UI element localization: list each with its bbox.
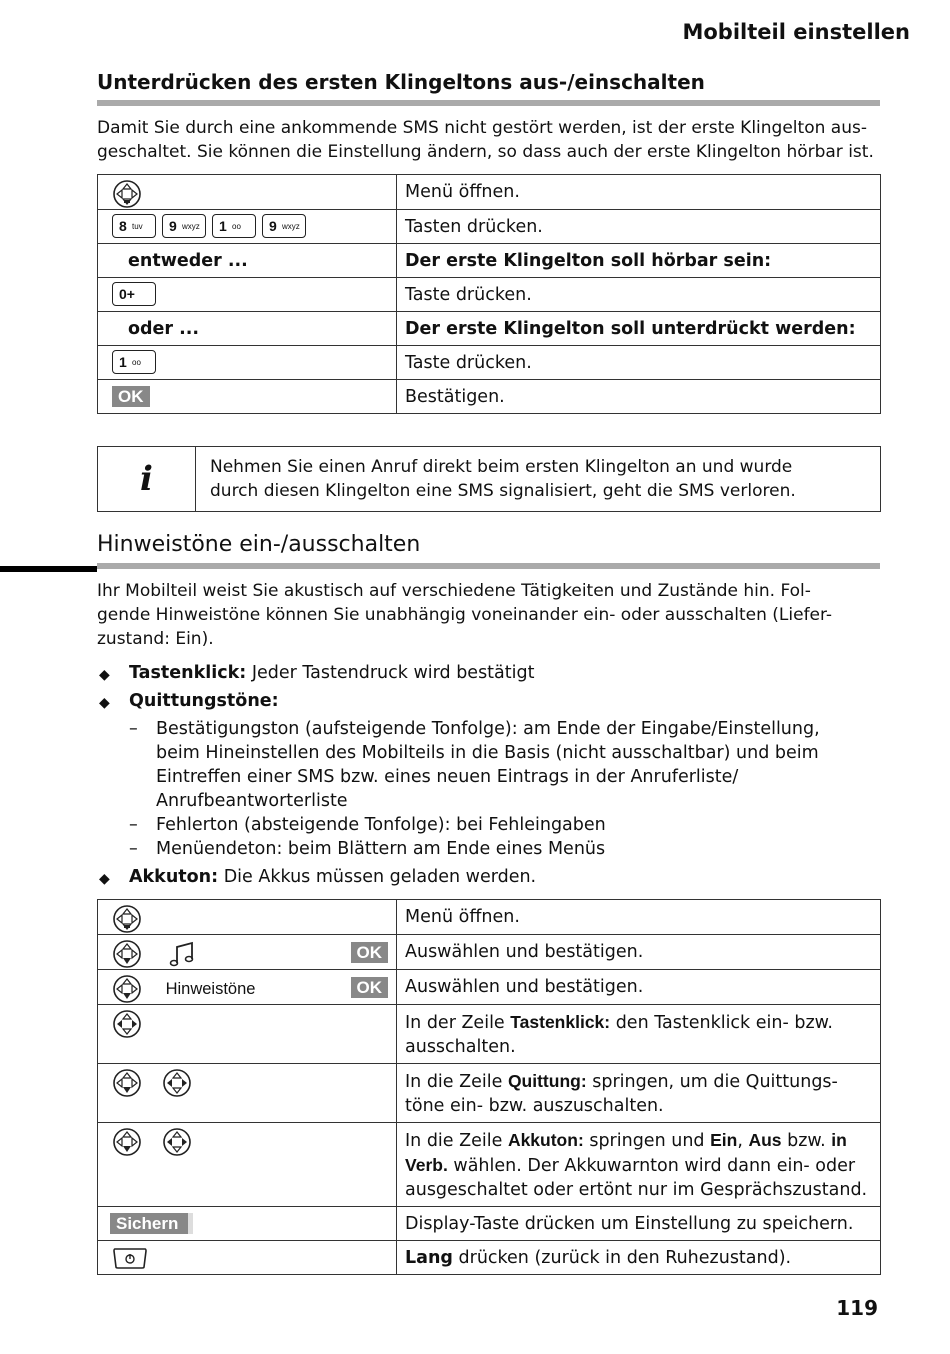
list-item xyxy=(97,865,880,889)
key-cell xyxy=(98,935,397,970)
nav-key-down-icon xyxy=(112,974,142,1004)
section-advisory-tones xyxy=(97,532,880,1275)
key-cell xyxy=(98,312,397,346)
margin-bar xyxy=(0,566,97,572)
key-digit: 8 xyxy=(119,218,127,234)
display-term: Akkuton: xyxy=(507,1130,584,1150)
sub-item xyxy=(129,837,880,861)
table-row xyxy=(98,970,881,1005)
key-digit: 9 xyxy=(269,218,277,234)
key-cell xyxy=(98,1241,397,1275)
intro-line: Ihr Mobilteil weist Sie akustisch auf verschiedene Tätigkeiten und Zustände hin. Fol- xyxy=(97,581,811,601)
table-row xyxy=(98,1005,881,1064)
section-first-ringtone xyxy=(97,70,880,542)
key-cell xyxy=(98,175,397,210)
nav-key-down-icon xyxy=(112,1127,142,1157)
dash-bullet: – xyxy=(129,839,138,859)
sub-line: Fehlerton (absteigende Tonfolge): bei Fehleingaben xyxy=(156,815,606,835)
key-cell xyxy=(98,1123,397,1207)
page-number: 119 xyxy=(836,1296,878,1320)
sub-item xyxy=(129,813,880,837)
intro-paragraph xyxy=(97,579,880,651)
key-letters: oo xyxy=(132,358,141,367)
text-part: , xyxy=(737,1131,749,1151)
desc-cell: Auswählen und bestätigen. xyxy=(397,935,881,970)
desc-cell xyxy=(397,1005,881,1064)
desc-cell: Taste drücken. xyxy=(397,278,881,312)
music-note-icon xyxy=(168,939,198,969)
sub-line: Menüendeton: beim Blättern am Ende eines Menüs xyxy=(156,839,606,859)
dash-bullet: – xyxy=(129,719,138,739)
steps-table xyxy=(97,174,881,414)
text-part: In der Zeile xyxy=(405,1013,511,1033)
key-8-icon xyxy=(112,214,156,238)
sub-item xyxy=(129,717,880,813)
text-emphasis: Lang xyxy=(405,1248,453,1268)
nav-key-left-right-icon xyxy=(162,1068,192,1098)
diamond-bullet-icon: ◆ xyxy=(99,667,110,683)
desc-cell: Menü öffnen. xyxy=(397,175,881,210)
table-row xyxy=(98,1123,881,1207)
section-rule xyxy=(97,563,880,569)
nav-key-left-right-icon xyxy=(112,1009,142,1039)
table-row xyxy=(98,210,881,244)
tones-list xyxy=(97,661,880,889)
item-text: Die Akkus müssen geladen werden. xyxy=(223,867,537,887)
desc-cell: Taste drücken. xyxy=(397,346,881,380)
text-part: In die Zeile xyxy=(405,1131,508,1151)
key-letters: wxyz xyxy=(282,222,300,231)
menu-entry-label: Hinweistöne xyxy=(165,980,256,998)
nav-key-menu-icon xyxy=(112,904,142,934)
ok-softkey: OK xyxy=(351,977,389,998)
desc-cell xyxy=(397,1064,881,1123)
desc-cell: Auswählen und bestätigen. xyxy=(397,970,881,1005)
key-cell xyxy=(98,210,397,244)
text-part: springen und xyxy=(583,1131,711,1151)
table-row xyxy=(98,1064,881,1123)
alternative-label: entweder ... xyxy=(128,251,248,271)
table-row xyxy=(98,380,881,414)
desc-cell xyxy=(397,1241,881,1275)
dash-bullet: – xyxy=(129,815,138,835)
diamond-bullet-icon: ◆ xyxy=(99,871,110,887)
nav-key-down-icon xyxy=(112,939,142,969)
info-icon: i xyxy=(98,447,196,511)
item-label: Quittungstöne: xyxy=(129,691,279,711)
key-cell xyxy=(98,900,397,935)
display-term: Tastenklick: xyxy=(510,1012,611,1032)
intro-line: geschaltet. Sie können die Einstellung ändern, so dass auch der erste Klingelton hörbar ist. xyxy=(97,142,874,162)
text-part: In die Zeile xyxy=(405,1072,508,1092)
info-line: Nehmen Sie einen Anruf direkt beim ersten Klingelton an und wurde xyxy=(210,457,793,477)
table-row xyxy=(98,346,881,380)
list-item xyxy=(97,689,880,861)
info-line: durch diesen Klingelton eine SMS signalisiert, geht die SMS verloren. xyxy=(210,481,796,501)
key-letters: wxyz xyxy=(182,222,200,231)
display-term: Ein xyxy=(710,1130,738,1150)
ok-softkey: OK xyxy=(112,386,150,407)
text-part: bzw. xyxy=(781,1131,832,1151)
text-part: springen, um die Quittungs-töne ein- bzw. auszuschalten. xyxy=(405,1072,838,1116)
desc-cell: Der erste Klingelton soll unterdrückt werden: xyxy=(397,312,881,346)
sub-line: Eintreffen einer SMS bzw. eines neuen Eintrags in der Anruferliste/ xyxy=(156,767,739,787)
intro-line: Damit Sie durch eine ankommende SMS nicht gestört werden, ist der erste Klingelton aus- xyxy=(97,118,867,138)
sub-list xyxy=(129,717,880,861)
item-label: Tastenklick: xyxy=(129,663,247,683)
key-letters: oo xyxy=(232,222,241,231)
table-row xyxy=(98,175,881,210)
desc-cell: Menü öffnen. xyxy=(397,900,881,935)
key-cell xyxy=(98,1064,397,1123)
key-cell xyxy=(98,244,397,278)
nav-key-down-icon xyxy=(112,1068,142,1098)
key-digit: 9 xyxy=(169,218,177,234)
key-1-icon xyxy=(212,214,256,238)
item-label: Akkuton: xyxy=(129,867,219,887)
text-part: wählen. Der Akkuwarnton wird dann ein- oder ausgeschaltet oder ertönt nur im Gesprächszustand. xyxy=(405,1156,868,1200)
table-row xyxy=(98,900,881,935)
key-1-icon xyxy=(112,350,156,374)
key-digit: 1 xyxy=(219,218,227,234)
desc-cell: Der erste Klingelton soll hörbar sein: xyxy=(397,244,881,278)
ok-softkey: OK xyxy=(351,942,389,963)
end-call-key-icon xyxy=(112,1245,148,1271)
page-header: Mobilteil einstellen xyxy=(682,20,910,44)
table-row xyxy=(98,935,881,970)
key-0-icon: 0+ xyxy=(112,282,156,306)
list-item xyxy=(97,661,880,685)
text-part: drücken (zurück in den Ruhezustand). xyxy=(452,1248,792,1268)
item-text: Jeder Tastendruck wird bestätigt xyxy=(251,663,535,683)
key-cell xyxy=(98,1207,397,1241)
table-row xyxy=(98,278,881,312)
alternative-label: oder ... xyxy=(128,319,200,339)
text-part: den Tastenklick ein- bzw. ausschalten. xyxy=(405,1013,833,1057)
display-term: in Verb. xyxy=(405,1130,847,1175)
section-title: Hinweistöne ein-/ausschalten xyxy=(97,532,421,557)
intro-paragraph xyxy=(97,116,880,164)
sub-line: beim Hineinstellen des Mobilteils in die Basis (nicht ausschaltbar) und beim xyxy=(156,743,819,763)
table-row xyxy=(98,1241,881,1275)
key-cell xyxy=(98,380,397,414)
key-9-icon xyxy=(262,214,306,238)
intro-line: gende Hinweistöne können Sie unabhängig voneinander ein- oder ausschalten (Liefer- xyxy=(97,605,833,625)
desc-cell: Display-Taste drücken um Einstellung zu speichern. xyxy=(397,1207,881,1241)
diamond-bullet-icon: ◆ xyxy=(99,695,110,711)
table-row xyxy=(98,244,881,278)
sub-line: Bestätigungston (aufsteigende Tonfolge): am Ende der Eingabe/Einstellung, xyxy=(156,719,820,739)
desc-cell xyxy=(397,1123,881,1207)
save-softkey: Sichern xyxy=(110,1213,193,1234)
display-term: Aus xyxy=(748,1130,782,1150)
nav-key-menu-icon xyxy=(112,179,142,209)
nav-key-left-right-icon xyxy=(162,1127,192,1157)
info-text xyxy=(196,447,810,511)
desc-cell: Tasten drücken. xyxy=(397,210,881,244)
display-term: Quittung: xyxy=(507,1071,587,1091)
key-cell xyxy=(98,1005,397,1064)
key-cell xyxy=(98,278,397,312)
key-cell xyxy=(98,346,397,380)
intro-line: zustand: Ein). xyxy=(97,629,214,649)
steps-table xyxy=(97,899,881,1275)
key-cell xyxy=(98,970,397,1005)
sub-line: Anrufbeantworterliste xyxy=(156,791,348,811)
section-title: Unterdrücken des ersten Klingeltons aus-/einschalten xyxy=(97,70,705,94)
desc-cell: Bestätigen. xyxy=(397,380,881,414)
section-rule xyxy=(97,100,880,106)
info-note xyxy=(97,446,881,512)
table-row xyxy=(98,312,881,346)
key-digit: 1 xyxy=(119,354,127,370)
key-letters: tuv xyxy=(132,222,143,231)
key-9-icon xyxy=(162,214,206,238)
table-row xyxy=(98,1207,881,1241)
